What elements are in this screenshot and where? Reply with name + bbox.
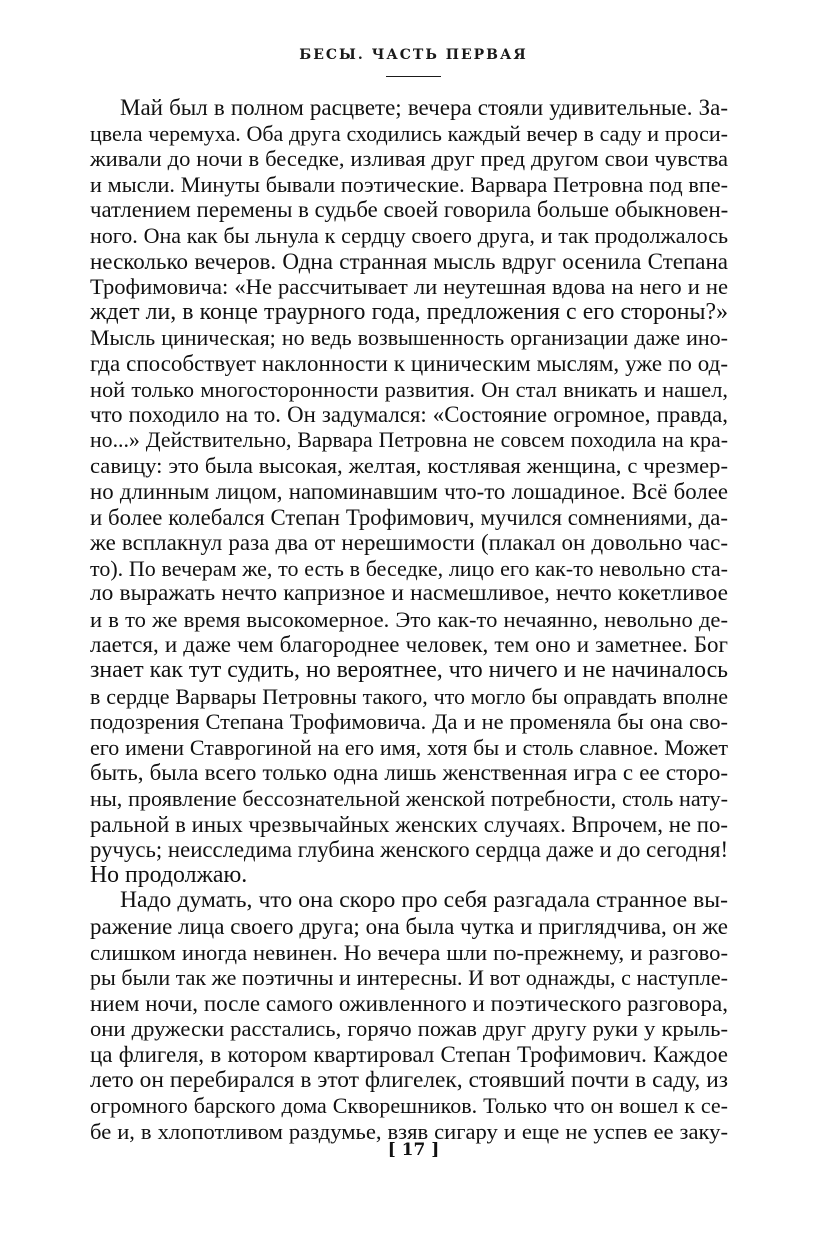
text-line: но длинным лицом, напоминавшим что-то лошадиное. Всё более: [90, 478, 728, 504]
text-line: Но продолжаю.: [90, 861, 248, 888]
text-line: лается, и даже чем благороднее человек, тем оно и заметнее. Бог: [90, 632, 728, 658]
text-line: ца флигеля, в котором квартировал Степан Трофимович. Каждое: [90, 1041, 728, 1067]
text-line: ральной в иных чрезвычайных женских случаях. Впрочем, не по-: [90, 811, 728, 837]
text-line: ны, проявление бессознательной женской потребности, столь нату-: [90, 786, 728, 812]
paragraph: [90, 888, 728, 1144]
text-line: чатлением перемены в судьбе своей говорила больше обыкновен-: [90, 197, 729, 223]
text-line: несколько вечеров. Одна странная мысль вдруг осенила Степана: [90, 248, 728, 274]
text-line: савицу: это была высокая, желтая, костлявая женщина, с чрезмер-: [90, 453, 728, 479]
text-line: ры были так же поэтичны и интересны. И вот однажды, с наступле-: [90, 965, 728, 991]
text-line: Май был в полном расцвете; вечера стояли удивительные. За-: [120, 95, 728, 120]
text-line: его имени Ставрогиной на его имя, хотя бы и столь славное. Может: [90, 734, 728, 760]
text-line: бе и, в хлопотливом раздумье, взяв сигару и еще не успев ее заку-: [90, 1118, 728, 1144]
text-line: ручусь; неисследима глубина женского сердца даже и до сегодня!: [90, 837, 729, 863]
text-line: ло выражать нечто капризное и насмешливое, нечто кокетливое: [90, 580, 728, 607]
text-line: ражение лица своего друга; она была чутка и приглядчива, он же: [90, 914, 728, 939]
text-line: ждет ли, в конце траурного года, предложения с его стороны?»: [90, 298, 728, 325]
text-line: Надо думать, что она скоро про себя разгадала странное вы-: [120, 887, 728, 914]
header-rule: [386, 76, 441, 77]
text-line: ной только многосторонности развития. Он стал вникать и нашел,: [90, 376, 728, 402]
paragraph: [90, 95, 728, 888]
text-line: Мысль циническая; но ведь возвышенность организации даже ино-: [90, 325, 728, 351]
text-line: ного. Она как бы льнула к сердцу своего друга, и так продолжалось: [90, 222, 728, 248]
text-line: нием ночи, после самого оживленного и поэтического разговора,: [90, 990, 728, 1016]
text-line: что походило на то. Он задумался: «Состояние огромное, правда,: [90, 402, 728, 428]
running-head: БЕСЫ. ЧАСТЬ ПЕРВАЯ: [299, 47, 528, 63]
text-line: то). По вечерам же, то есть в беседке, лицо его как-то невольно ста-: [90, 555, 728, 581]
text-line: огромного барского дома Скворешников. Только что он вошел к се-: [90, 1093, 728, 1119]
text-line: гда способствует наклонности к циническим мыслям, уже по од-: [90, 350, 728, 376]
body-text: [90, 95, 728, 1144]
text-line: быть, была всего только одна лишь женственная игра с ее сторо-: [90, 760, 728, 786]
text-line: но...» Действительно, Варвара Петровна не совсем походила на кра-: [90, 427, 728, 452]
text-line: и более колебался Степан Трофимович, мучился сомнениями, да-: [90, 504, 728, 530]
text-line: знает как тут судить, но вероятнее, что ничего и не начиналось: [90, 657, 728, 684]
text-line: в сердце Варвары Петровны такого, что могло бы оправдать вполне: [90, 683, 728, 709]
text-line: они дружески расстались, горячо пожав друг другу руки у крыль-: [90, 1016, 728, 1042]
text-line: слишком иногда невинен. Но вечера шли по-прежнему, и разгово-: [90, 939, 728, 965]
page-number: [ 17 ]: [387, 1140, 440, 1160]
text-line: Трофимовича: «Не рассчитывает ли неутешная вдова на него и не: [90, 274, 728, 300]
text-line: и мысли. Минуты бывали поэтические. Варвара Петровна под впе-: [90, 171, 728, 197]
text-line: живали до ночи в беседке, изливая друг пред другом свои чувства: [90, 146, 728, 172]
text-line: же всплакнул раза два от нерешимости (плакал он довольно час-: [90, 530, 728, 556]
text-line: и в то же время высокомерное. Это как-то нечаянно, невольно де-: [90, 606, 728, 632]
text-line: лето он перебирался в этот флигелек, стоявший почти в саду, из: [90, 1066, 728, 1093]
text-line: цвела черемуха. Оба друга сходились каждый вечер в саду и проси-: [90, 120, 728, 146]
text-line: подозрения Степана Трофимовича. Да и не променяла бы она сво-: [90, 709, 728, 735]
